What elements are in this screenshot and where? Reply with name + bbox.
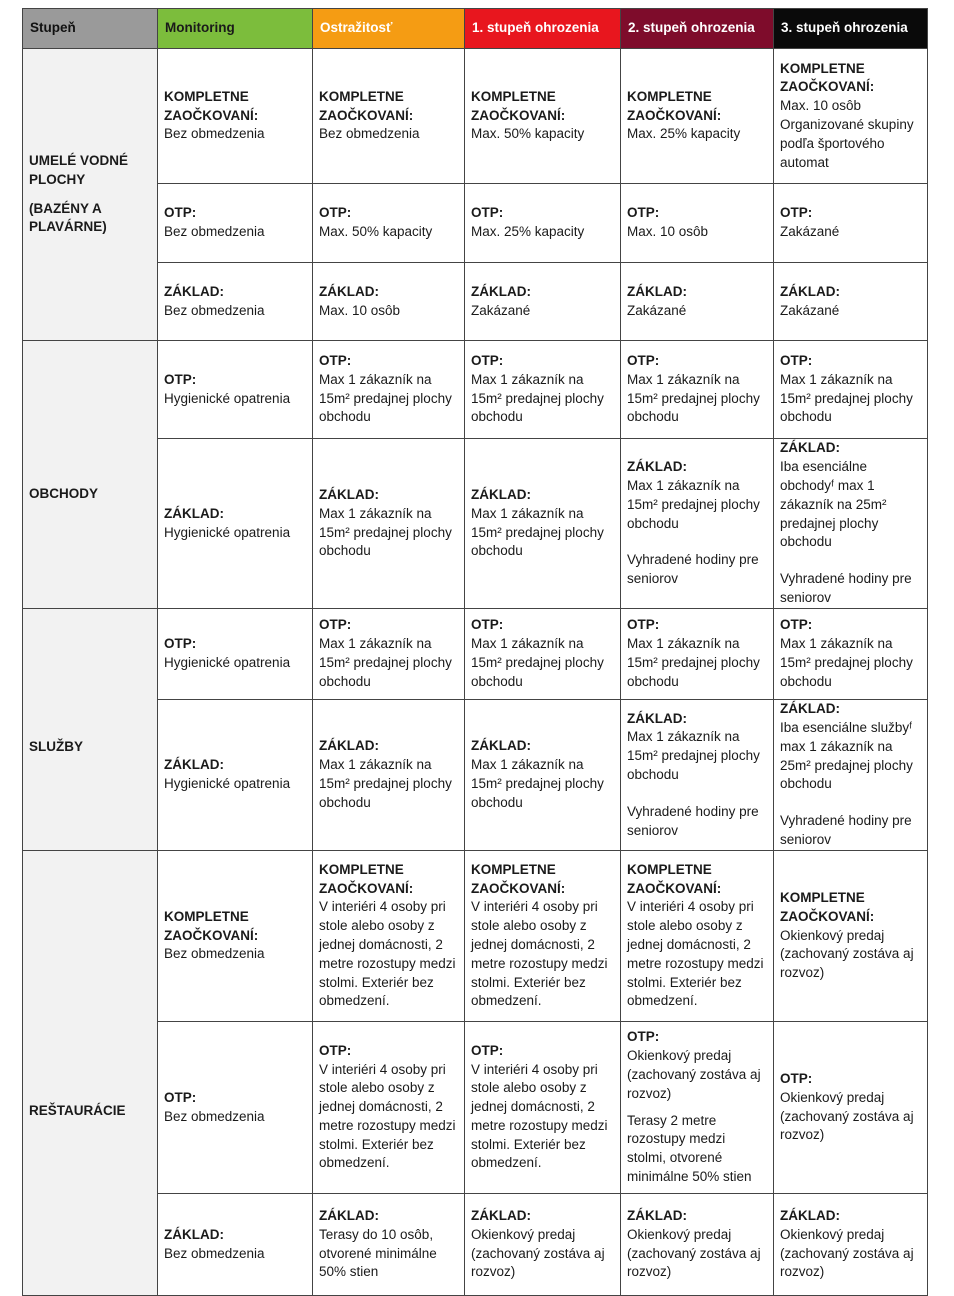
cell-label: KOMPLETNE ZAOČKOVANÍ: bbox=[164, 88, 259, 123]
cell-label: ZÁKLAD: bbox=[164, 757, 224, 773]
cell-extra-text: Vyhradené hodiny pre seniorov bbox=[627, 552, 759, 587]
cell bbox=[465, 184, 621, 263]
cell-label: ZÁKLAD: bbox=[164, 1226, 224, 1242]
cell bbox=[465, 341, 621, 439]
cell-text: V interiéri 4 osoby pri stole alebo osoby z jednej domácnosti, 2 metre rozostupy medzi stolmi. Exteriér bez obmedzení. bbox=[471, 1061, 608, 1171]
cell-text: Zakázané bbox=[627, 302, 687, 318]
cell bbox=[774, 851, 928, 1022]
cell-text: Max 1 zákazník na 15m² predajnej plochy obchodu bbox=[319, 505, 452, 559]
cell-label: ZÁKLAD: bbox=[471, 1207, 531, 1223]
cell-text: Max 1 zákazník na 15m² predajnej plochy obchodu bbox=[471, 636, 604, 689]
cell bbox=[621, 439, 774, 609]
cell-text: Hygienické opatrenia bbox=[164, 390, 291, 406]
cell-label: ZÁKLAD: bbox=[627, 1207, 687, 1223]
cell bbox=[313, 609, 465, 700]
cell-text: Iba esenciálne službyᶠ max 1 zákazník na 25m² predajnej plochy obchodu bbox=[780, 720, 913, 792]
bazeny-otp-row bbox=[23, 184, 928, 263]
cell-label: ZÁKLAD: bbox=[780, 701, 840, 717]
category-title: OBCHODY bbox=[29, 486, 99, 502]
cell-label: ZÁKLAD: bbox=[471, 486, 531, 502]
cell-label: ZÁKLAD: bbox=[627, 459, 687, 475]
cell-label: ZÁKLAD: bbox=[471, 738, 531, 754]
cell bbox=[465, 700, 621, 851]
cell-text: Max 1 zákazník na 15m² predajnej plochy obchodu bbox=[780, 636, 913, 689]
cell bbox=[621, 700, 774, 851]
cell bbox=[774, 1022, 928, 1194]
cell bbox=[774, 341, 928, 439]
cell-label: ZÁKLAD: bbox=[319, 738, 379, 754]
cell-text: Max 1 zákazník na 15m² predajnej plochy obchodu bbox=[780, 371, 913, 425]
cell-text: Max. 10 osôb bbox=[319, 302, 401, 318]
cell bbox=[621, 1194, 774, 1296]
cell bbox=[774, 439, 928, 609]
obchody-otp-row bbox=[23, 341, 928, 439]
cell-label: OTP: bbox=[780, 205, 813, 221]
cell-label: KOMPLETNE ZAOČKOVANÍ: bbox=[319, 88, 414, 123]
cell bbox=[774, 49, 928, 184]
cell-label: KOMPLETNE ZAOČKOVANÍ: bbox=[780, 890, 875, 924]
cell-label: OTP: bbox=[627, 205, 660, 221]
cell bbox=[465, 609, 621, 700]
cell-text: Bez obmedzenia bbox=[319, 126, 420, 142]
cell-text: Okienkový predaj (zachovaný zostáva aj rozvoz) bbox=[780, 1089, 914, 1143]
cell-label: OTP: bbox=[627, 352, 660, 368]
cell-label: ZÁKLAD: bbox=[319, 283, 379, 299]
cell bbox=[313, 439, 465, 609]
cell-label: ZÁKLAD: bbox=[164, 283, 224, 299]
obchody-zaklad-row bbox=[23, 439, 928, 609]
cell bbox=[313, 700, 465, 851]
cell bbox=[313, 184, 465, 263]
category-restauracie bbox=[23, 851, 158, 1296]
cell-label: OTP: bbox=[471, 352, 504, 368]
category-title: SLUŽBY bbox=[29, 739, 83, 755]
cell-text: Terasy do 10 osôb, otvorené minimálne 50% stien bbox=[319, 1226, 437, 1280]
cell-text: Zakázané bbox=[780, 224, 840, 239]
cell-label: OTP: bbox=[471, 1042, 504, 1058]
cell-text: Max 1 zákazník na 15m² predajnej plochy obchodu bbox=[319, 757, 452, 810]
restauracie-kompletne-row bbox=[23, 851, 928, 1022]
cell bbox=[158, 609, 313, 700]
cell-text: Bez obmedzenia bbox=[164, 126, 265, 142]
cell-label: ZÁKLAD: bbox=[627, 283, 687, 299]
cell-extra-text: Vyhradené hodiny pre seniorov bbox=[780, 813, 912, 847]
cell-text: Max. 25% kapacity bbox=[471, 224, 585, 239]
cell-text: V interiéri 4 osoby pri stole alebo osoby z jednej domácnosti, 2 metre rozostupy medzi stolmi. Exteriér bez obmedzení. bbox=[471, 899, 608, 1009]
cell-label: ZÁKLAD: bbox=[780, 1207, 840, 1223]
cell-label: OTP: bbox=[471, 617, 504, 633]
cell-label: OTP: bbox=[627, 617, 660, 633]
cell-text: Zakázané bbox=[780, 302, 840, 318]
category-sluzby bbox=[23, 609, 158, 851]
cell-label: OTP: bbox=[319, 1042, 352, 1058]
cell-text: Max 1 zákazník na 15m² predajnej plochy obchodu bbox=[471, 505, 604, 559]
cell-label: OTP: bbox=[164, 1089, 197, 1105]
cell-label: OTP: bbox=[164, 371, 197, 387]
cell bbox=[465, 49, 621, 184]
header-row bbox=[23, 9, 928, 49]
cell-extra-text: Terasy 2 metre rozostupy medzi stolmi, otvorené minimálne 50% stien bbox=[627, 1112, 752, 1184]
cell-label: OTP: bbox=[319, 205, 352, 221]
cell-text: V interiéri 4 osoby pri stole alebo osoby z jednej domácnosti, 2 metre rozostupy medzi stolmi. Exteriér bez obmedzení. bbox=[319, 899, 456, 1009]
cell-text: Bez obmedzenia bbox=[164, 946, 265, 962]
cell-text: Max 1 zákazník na 15m² predajnej plochy obchodu bbox=[471, 757, 604, 810]
header-stupen-1: 1. stupeň ohrozenia bbox=[465, 9, 621, 49]
cell-text: Bez obmedzenia bbox=[164, 1245, 265, 1261]
cell-extra-text: Vyhradené hodiny pre seniorov bbox=[627, 803, 759, 838]
cell-text: Max 1 zákazník na 15m² predajnej plochy obchodu bbox=[627, 477, 760, 531]
sluzby-otp-row bbox=[23, 609, 928, 700]
cell bbox=[158, 700, 313, 851]
cell-text: Max 1 zákazník na 15m² predajnej plochy obchodu bbox=[627, 636, 760, 689]
cell bbox=[465, 851, 621, 1022]
cell-label: ZÁKLAD: bbox=[319, 486, 379, 502]
cell-label: KOMPLETNE ZAOČKOVANÍ: bbox=[471, 861, 566, 896]
cell-text: Max 1 zákazník na 15m² predajnej plochy obchodu bbox=[319, 636, 452, 689]
cell-label: ZÁKLAD: bbox=[471, 283, 531, 299]
cell-text: Max. 25% kapacity bbox=[627, 126, 741, 142]
cell bbox=[313, 49, 465, 184]
category-title: REŠTAURÁCIE bbox=[29, 1102, 126, 1118]
cell-text: Bez obmedzenia bbox=[164, 302, 265, 318]
cell bbox=[465, 1194, 621, 1296]
cell-label: KOMPLETNE ZAOČKOVANÍ: bbox=[780, 60, 875, 95]
cell-label: ZÁKLAD: bbox=[780, 440, 840, 456]
cell-label: OTP: bbox=[319, 617, 352, 633]
cell-text: Max 1 zákazník na 15m² predajnej plochy obchodu bbox=[627, 729, 760, 782]
cell-text: V interiéri 4 osoby pri stole alebo osoby z jednej domácnosti, 2 metre rozostupy medzi stolmi. Exteriér bez obmedzení. bbox=[627, 899, 764, 1009]
cell-label: OTP: bbox=[780, 617, 813, 633]
cell-text: Okienkový predaj (zachovaný zostáva aj rozvoz) bbox=[471, 1226, 605, 1280]
cell-text: Bez obmedzenia bbox=[164, 224, 265, 239]
sluzby-zaklad-row bbox=[23, 700, 928, 851]
cell bbox=[158, 1194, 313, 1296]
cell bbox=[465, 439, 621, 609]
cell bbox=[465, 263, 621, 341]
header-stupen: Stupeň bbox=[23, 9, 158, 49]
cell bbox=[158, 341, 313, 439]
cell bbox=[158, 49, 313, 184]
cell-text: V interiéri 4 osoby pri stole alebo osoby z jednej domácnosti, 2 metre rozostupy medzi stolmi. Exteriér bez obmedzení. bbox=[319, 1061, 456, 1171]
cell-text: Hygienické opatrenia bbox=[164, 524, 291, 540]
measures-table bbox=[22, 8, 928, 1296]
cell bbox=[158, 263, 313, 341]
cell bbox=[313, 1194, 465, 1296]
cell-label: ZÁKLAD: bbox=[164, 505, 224, 521]
cell-label: OTP: bbox=[627, 1029, 660, 1045]
cell-label: KOMPLETNE ZAOČKOVANÍ: bbox=[319, 861, 414, 896]
cell bbox=[621, 1022, 774, 1194]
cell bbox=[465, 1022, 621, 1194]
cell bbox=[621, 49, 774, 184]
header-stupen-3: 3. stupeň ohrozenia bbox=[774, 9, 928, 49]
header-ostrazitost: Ostražitosť bbox=[313, 9, 465, 49]
cell-extra-text: Vyhradené hodiny pre seniorov bbox=[780, 571, 912, 605]
restauracie-otp-row bbox=[23, 1022, 928, 1194]
category-title: UMELÉ VODNÉ PLOCHY bbox=[29, 152, 129, 187]
cell-text: Hygienické opatrenia bbox=[164, 776, 291, 791]
cell bbox=[621, 609, 774, 700]
cell-text: Okienkový predaj (zachovaný zostáva aj rozvoz) bbox=[627, 1226, 761, 1280]
cell-text: Okienkový predaj (zachovaný zostáva aj rozvoz) bbox=[780, 1226, 914, 1280]
cell-text: Max. 50% kapacity bbox=[319, 224, 433, 239]
cell-label: ZÁKLAD: bbox=[627, 710, 687, 726]
category-subtitle: (BAZÉNY A PLAVÁRNE) bbox=[29, 200, 107, 235]
cell bbox=[313, 263, 465, 341]
header-monitoring: Monitoring bbox=[158, 9, 313, 49]
category-obchody bbox=[23, 341, 158, 609]
restauracie-zaklad-row bbox=[23, 1194, 928, 1296]
cell bbox=[313, 1022, 465, 1194]
cell bbox=[313, 341, 465, 439]
cell bbox=[158, 439, 313, 609]
cell-text: Max 1 zákazník na 15m² predajnej plochy obchodu bbox=[471, 371, 604, 425]
cell bbox=[621, 184, 774, 263]
cell-label: ZÁKLAD: bbox=[319, 1207, 379, 1223]
cell-label: KOMPLETNE ZAOČKOVANÍ: bbox=[164, 908, 259, 943]
cell-label: KOMPLETNE ZAOČKOVANÍ: bbox=[471, 88, 566, 123]
cell bbox=[774, 1194, 928, 1296]
cell-label: OTP: bbox=[319, 352, 352, 368]
cell-text: Hygienické opatrenia bbox=[164, 655, 291, 670]
cell-text: Zakázané bbox=[471, 302, 531, 318]
cell bbox=[621, 263, 774, 341]
cell-text: Okienkový predaj (zachovaný zostáva aj rozvoz) bbox=[780, 927, 914, 981]
cell-text: Max 1 zákazník na 15m² predajnej plochy obchodu bbox=[319, 371, 452, 425]
cell bbox=[158, 184, 313, 263]
cell-text: Iba esenciálne obchodyᶠ max 1 zákazník na 25m² predajnej plochy obchodu bbox=[780, 459, 887, 550]
cell-text: Bez obmedzenia bbox=[164, 1108, 265, 1124]
bazeny-kompletne-row bbox=[23, 49, 928, 184]
cell-text: Okienkový predaj (zachovaný zostáva aj rozvoz) bbox=[627, 1048, 761, 1101]
cell bbox=[774, 184, 928, 263]
cell-label: OTP: bbox=[164, 636, 197, 652]
cell-label: KOMPLETNE ZAOČKOVANÍ: bbox=[627, 861, 722, 896]
cell bbox=[158, 851, 313, 1022]
cell-text: Max 1 zákazník na 15m² predajnej plochy obchodu bbox=[627, 371, 760, 425]
cell bbox=[158, 1022, 313, 1194]
cell bbox=[774, 700, 928, 851]
cell bbox=[621, 341, 774, 439]
category-bazeny bbox=[23, 49, 158, 341]
header-stupen-2: 2. stupeň ohrozenia bbox=[621, 9, 774, 49]
cell-text: Max. 10 osôb Organizované skupiny podľa športového automat bbox=[780, 98, 914, 170]
cell-text: Max. 50% kapacity bbox=[471, 126, 585, 142]
cell-text: Max. 10 osôb bbox=[627, 224, 709, 239]
cell bbox=[774, 263, 928, 341]
cell bbox=[313, 851, 465, 1022]
bazeny-zaklad-row bbox=[23, 263, 928, 341]
cell bbox=[621, 851, 774, 1022]
cell-label: ZÁKLAD: bbox=[780, 283, 840, 299]
cell-label: KOMPLETNE ZAOČKOVANÍ: bbox=[627, 88, 722, 123]
cell-label: OTP: bbox=[471, 205, 504, 221]
cell-label: OTP: bbox=[780, 352, 813, 368]
cell-label: OTP: bbox=[164, 205, 197, 221]
cell-label: OTP: bbox=[780, 1070, 813, 1086]
cell bbox=[774, 609, 928, 700]
